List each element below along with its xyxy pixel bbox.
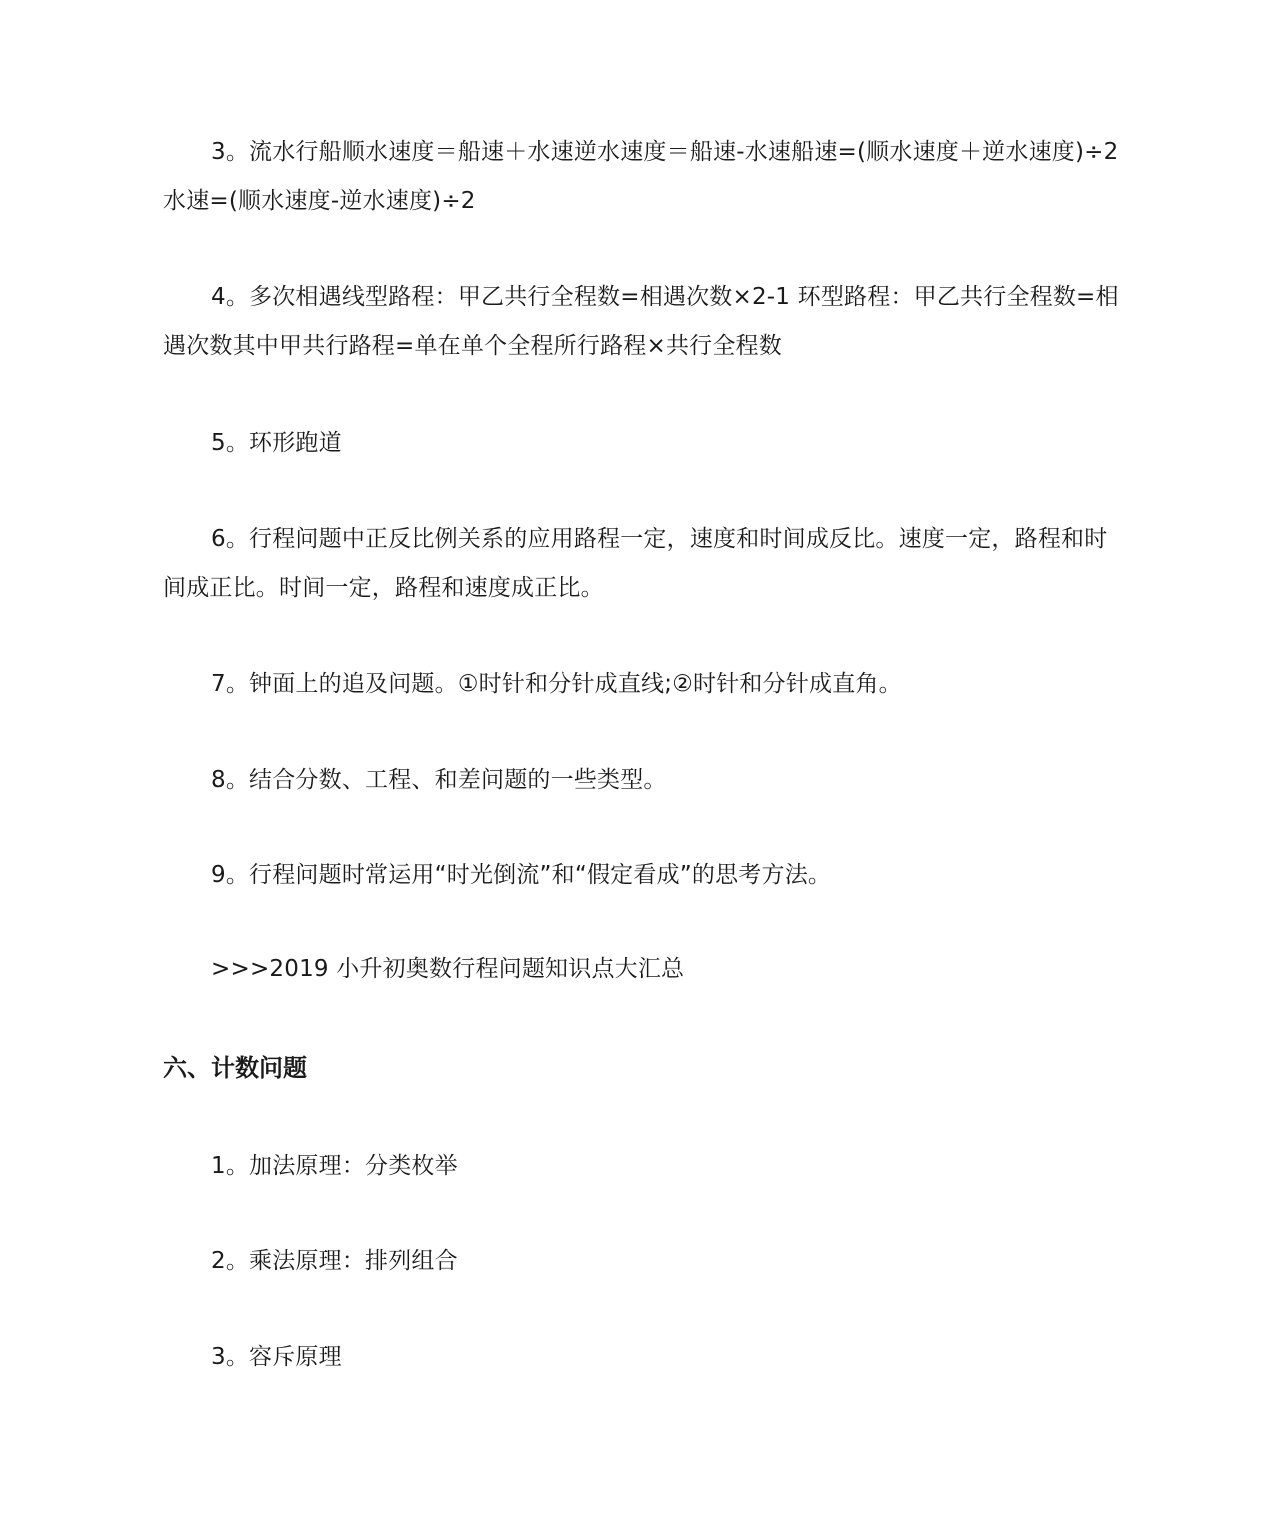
paragraph-proportion: 6。行程问题中正反比例关系的应用路程一定，速度和时间成反比。速度一定，路程和时间成正比。时间一定，路程和速度成正比。 bbox=[163, 526, 1108, 601]
paragraph-thinking-method: 9。行程问题时常运用“时光倒流”和“假定看成”的思考方法。 bbox=[211, 862, 832, 888]
list-item-addition-principle: 1。加法原理：分类枚举 bbox=[211, 1153, 458, 1179]
list-item-inclusion-exclusion: 3。容斥原理 bbox=[211, 1344, 342, 1370]
paragraph-circular-track: 5。环形跑道 bbox=[211, 430, 342, 456]
paragraph-combined-types: 8。结合分数、工程、和差问题的一些类型。 bbox=[211, 767, 667, 793]
section-heading-counting: 六、计数问题 bbox=[163, 1054, 307, 1082]
list-item-multiplication-principle: 2。乘法原理：排列组合 bbox=[211, 1248, 458, 1274]
paragraph-flow-boat: 3。流水行船顺水速度＝船速＋水速逆水速度＝船速-水速船速=(顺水速度＋逆水速度)÷2 水速=(顺水速度-逆水速度)÷2 bbox=[163, 139, 1119, 214]
paragraph-multiple-meeting: 4。多次相遇线型路程：甲乙共行全程数=相遇次数×2-1 环型路程：甲乙共行全程数=相遇次数其中甲共行路程=单在单个全程所行路程×共行全程数 bbox=[163, 284, 1119, 359]
paragraph-clock-chase: 7。钟面上的追及问题。①时针和分针成直线;②时针和分针成直角。 bbox=[211, 671, 902, 697]
summary-link[interactable]: >>>2019 小升初奥数行程问题知识点大汇总 bbox=[211, 956, 685, 982]
